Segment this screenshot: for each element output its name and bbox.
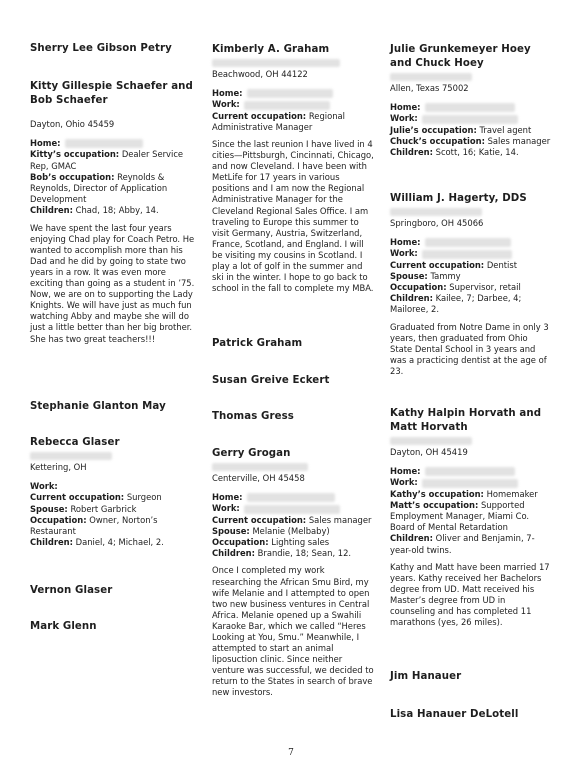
redacted-block <box>390 73 472 81</box>
spouse-occupation-line <box>30 515 195 537</box>
home-label: Home: <box>390 237 421 248</box>
children-value: Kailee, 7; Darbee, 4; Mailoree, 2. <box>390 293 522 315</box>
home-label: Home: <box>212 492 243 503</box>
occupation-line <box>30 492 195 503</box>
spouse-line <box>30 504 195 515</box>
occupation-label: Occupation: <box>30 514 87 525</box>
kathy-paragraph: Kathy and Matt have been married 17 years. Kathy received her Bachelors degree from UD. Matt received his Master’s degree from UD in counseling and has completed 11 marathons (yes, 26 miles). <box>390 561 550 628</box>
home-line <box>390 102 552 113</box>
entry-william-hagerty <box>390 192 552 377</box>
entry-gerry-grogan <box>212 447 374 699</box>
work-line <box>212 503 374 514</box>
spouse-line <box>212 526 374 537</box>
matt-occupation-line <box>390 500 552 534</box>
current-occupation-label: Current occupation: <box>212 514 307 525</box>
children-line <box>390 533 552 555</box>
redacted-block <box>390 208 482 216</box>
entry-julie-hoey <box>390 43 552 158</box>
redacted-phone <box>244 505 340 514</box>
city-line: Dayton, OH 45419 <box>390 447 468 457</box>
home-line <box>212 88 374 99</box>
occupation-line <box>390 260 552 271</box>
name-thomas-gress: Thomas Gress <box>212 411 294 422</box>
julie-occupation-label: Julie’s occupation: <box>390 124 477 135</box>
spouse-value: Tammy <box>430 270 461 281</box>
home-label: Home: <box>390 466 421 477</box>
children-line <box>30 537 195 548</box>
kitty-occupation-line <box>30 149 195 171</box>
kitty-paragraph: We have spent the last four years enjoying Chad play for Coach Petro. He wanted to accomplish more than his Dad and he did by going to state two years in a row. It was even more exciting than going as a student in ’75. Now, we are on to supporting the Lady Knights. We will have just as much fun watching Abby and maybe she will do just a little better than her big brother. She has two great teachers!!! <box>30 222 195 344</box>
redacted-block <box>390 437 472 445</box>
redacted-phone <box>422 479 518 488</box>
children-label: Children: <box>30 205 73 216</box>
current-occupation-value: Regional Administrative Manager <box>212 110 345 132</box>
spouse-value: Robert Garbrick <box>70 503 137 514</box>
matt-occupation-label: Matt’s occupation: <box>390 499 479 510</box>
work-line <box>390 113 552 124</box>
children-label: Children: <box>390 293 433 304</box>
name-gerry-grogan: Gerry Grogan <box>212 448 291 459</box>
children-value: Oliver and Benjamin, 7-year-old twins. <box>390 533 535 555</box>
william-paragraph: Graduated from Notre Dame in only 3 years, then graduated from Ohio State Dental School in 3 years and was a practicing dentist at the age of 23. <box>390 321 549 376</box>
redacted-block <box>212 59 340 67</box>
current-occupation-label: Current occupation: <box>390 259 485 270</box>
kathy-occupation-line <box>390 489 552 500</box>
entry-kitty-schaefer <box>30 80 195 345</box>
home-line <box>390 237 552 248</box>
children-line <box>212 548 374 559</box>
bob-occupation-line <box>30 172 195 206</box>
children-label: Children: <box>390 533 433 544</box>
occupation-label: Occupation: <box>212 537 269 548</box>
occupation-line <box>212 515 374 526</box>
home-line <box>30 138 195 149</box>
kathy-occupation-label: Kathy’s occupation: <box>390 488 484 499</box>
redacted-phone <box>247 89 333 98</box>
redacted-phone <box>247 493 335 502</box>
current-occupation-label: Current occupation: <box>212 110 307 121</box>
kimberly-paragraph: Since the last reunion I have lived in 4 cities—Pittsburgh, Cincinnati, Chicago, and now Cleveland. I have been with MetLife for 17 years in various positions and I am now the Regional Administrative Manager for the Cleveland Regional Sales Office. I am traveling to Europe this summer to visit Germany, Austria, Switzerland, France, Scotland, and England. I will be visiting my cousins in Scotland. I play a lot of golf in the summer and ski in the winter. I hope to go back to school in the fall to complete my MBA. <box>212 139 374 294</box>
redacted-phone <box>422 115 518 124</box>
spouse-occupation-line <box>212 537 374 548</box>
entry-rebecca-glaser <box>30 436 195 548</box>
children-value: Scott, 16; Katie, 14. <box>435 147 519 158</box>
name-rebecca-glaser: Rebecca Glaser <box>30 437 120 448</box>
spouse-occupation-line <box>390 282 552 293</box>
redacted-phone <box>425 467 515 476</box>
julie-occupation-value: Travel agent <box>479 124 532 135</box>
work-line <box>390 477 552 488</box>
kitty-occupation-value: Dealer Service Rep, GMAC <box>30 149 184 171</box>
city-line: Centerville, OH 45458 <box>212 473 305 483</box>
children-label: Children: <box>390 147 433 158</box>
occupation-value: Owner, Norton’s Restaurant <box>30 514 158 537</box>
current-occupation-value: Surgeon <box>126 492 162 503</box>
redacted-address <box>30 452 195 460</box>
home-label: Home: <box>390 102 421 113</box>
work-line <box>30 481 195 492</box>
children-line <box>390 147 552 158</box>
children-label: Children: <box>30 537 73 548</box>
name-kathy-and-matt-horvath: Kathy Halpin Horvath and Matt Horvath <box>390 408 542 433</box>
home-label: Home: <box>212 88 243 99</box>
work-label: Work: <box>30 481 58 492</box>
current-occupation-label: Current occupation: <box>30 492 125 503</box>
chuck-occupation-line <box>390 136 552 147</box>
name-patrick-graham: Patrick Graham <box>212 338 303 349</box>
work-label: Work: <box>212 503 240 514</box>
entry-kimberly-graham <box>212 43 374 294</box>
name-vernon-glaser: Vernon Glaser <box>30 585 113 596</box>
name-sherry-lee-gibson-petry: Sherry Lee Gibson Petry <box>30 43 172 54</box>
julie-occupation-line <box>390 125 552 136</box>
bob-occupation-value: Reynolds & Reynolds, Director of Application Development <box>30 171 168 205</box>
name-kimberly-graham: Kimberly A. Graham <box>212 44 330 55</box>
occupation-label: Occupation: <box>390 282 447 293</box>
entry-kathy-horvath <box>390 407 552 628</box>
work-label: Work: <box>212 99 240 110</box>
current-occupation-value: Dentist <box>486 259 518 270</box>
children-label: Children: <box>212 548 255 559</box>
children-value: Brandie, 18; Sean, 12. <box>257 548 352 559</box>
name-stephanie-glanton-may: Stephanie Glanton May <box>30 401 166 412</box>
page-number: 7 <box>288 748 294 758</box>
home-label: Home: <box>30 138 61 149</box>
name-julie-and-chuck-hoey: Julie Grunkemeyer Hoey and Chuck Hoey <box>390 44 531 69</box>
redacted-address <box>212 463 374 471</box>
gerry-paragraph: Once I completed my work researching the African Smu Bird, my wife Melanie and I attempted to open two new business ventures in Central Africa. Melanie opened up a Swahili Karaoke Bar, which we called “Heres Looking at You, Smu.” Meanwhile, I attempted to start an animal liposuction clinic. Since neither venture was successful, we decided to return to the States in search of brave new investors. <box>212 565 374 698</box>
name-mark-glenn: Mark Glenn <box>30 621 97 632</box>
occupation-line <box>212 111 374 133</box>
work-line <box>390 248 552 259</box>
name-jim-hanauer: Jim Hanauer <box>390 671 462 682</box>
redacted-phone <box>422 250 512 259</box>
work-label: Work: <box>390 477 418 488</box>
city-line: Allen, Texas 75002 <box>390 83 469 93</box>
work-line <box>212 99 374 110</box>
name-lisa-hanauer-delotell: Lisa Hanauer DeLotell <box>390 709 519 720</box>
redacted-address <box>390 73 552 81</box>
spouse-label: Spouse: <box>390 270 428 281</box>
children-value: Chad, 18; Abby, 14. <box>75 205 159 216</box>
chuck-occupation-label: Chuck’s occupation: <box>390 135 485 146</box>
kitty-occupation-label: Kitty’s occupation: <box>30 149 120 160</box>
redacted-block <box>212 463 308 471</box>
kathy-occupation-value: Homemaker <box>486 488 538 499</box>
redacted-phone <box>425 103 515 112</box>
redacted-phone <box>65 139 143 148</box>
occupation-value: Lighting sales <box>271 537 330 548</box>
work-label: Work: <box>390 113 418 124</box>
matt-occupation-value: Supported Employment Manager, Miami Co. Board of Mental Retardation <box>390 499 530 533</box>
city-line: Beachwood, OH 44122 <box>212 69 308 79</box>
redacted-address <box>390 437 552 445</box>
occupation-value: Supervisor, retail <box>449 282 521 293</box>
spouse-line <box>390 271 552 282</box>
city-line: Dayton, Ohio 45459 <box>30 119 115 129</box>
home-line <box>390 466 552 477</box>
chuck-occupation-value: Sales manager <box>487 135 551 146</box>
current-occupation-value: Sales manager <box>308 514 372 525</box>
spouse-value: Melanie (Melbaby) <box>252 525 330 536</box>
spouse-label: Spouse: <box>212 525 250 536</box>
home-line <box>212 492 374 503</box>
children-line <box>30 205 195 216</box>
redacted-phone <box>244 101 330 110</box>
city-line: Kettering, OH <box>30 462 87 472</box>
redacted-address <box>390 208 552 216</box>
city-line: Springboro, OH 45066 <box>390 218 484 228</box>
redacted-block <box>30 452 112 460</box>
redacted-address <box>212 59 374 67</box>
children-line <box>390 293 552 315</box>
name-william-hagerty: William J. Hagerty, DDS <box>390 193 527 204</box>
redacted-phone <box>425 238 511 247</box>
work-label: Work: <box>390 248 418 259</box>
children-value: Daniel, 4; Michael, 2. <box>75 537 164 548</box>
name-kitty-and-bob-schaefer: Kitty Gillespie Schaefer and Bob Schaefer <box>30 81 193 106</box>
name-susan-greive-eckert: Susan Greive Eckert <box>212 375 330 386</box>
bob-occupation-label: Bob’s occupation: <box>30 171 115 182</box>
spouse-label: Spouse: <box>30 503 68 514</box>
